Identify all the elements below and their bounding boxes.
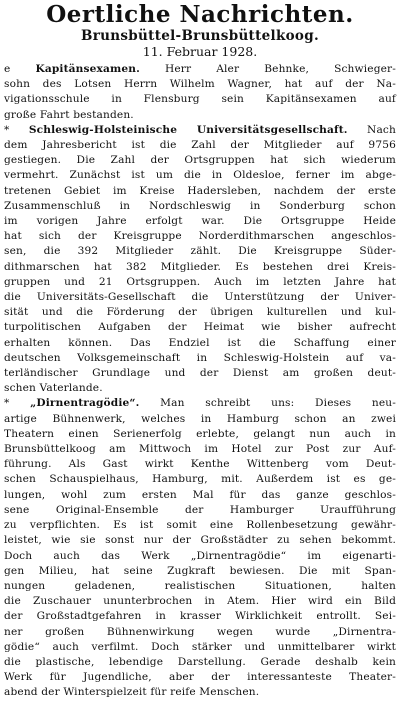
article-line — [4, 533, 396, 548]
article-text: lungen, wohl zum ersten Mal für das ganze geschlos- — [4, 488, 396, 501]
article-marker: * — [4, 123, 29, 136]
article-text: dithmarschen hat 382 Mitglieder. Es bestehen drei Kreis- — [4, 260, 396, 273]
article-text: Man schreibt uns: Dieses neu- — [139, 397, 396, 410]
article-marker: * — [4, 397, 31, 410]
article-line — [4, 214, 396, 229]
article-line — [4, 670, 396, 685]
article-text: tretenen Gebiet im Kreise Hadersleben, nachdem der erste — [4, 184, 396, 197]
article-text: Brunsbüttelkoog am Mittwoch im Hotel zur Post zur Auf- — [4, 443, 396, 456]
article-text: sohn des Lotsen Herrn Wilhelm Wagner, hat auf der Na- — [4, 78, 396, 91]
article-line — [4, 351, 396, 366]
article-line — [4, 457, 396, 472]
article-line — [4, 381, 396, 396]
article-line — [4, 305, 396, 320]
article-line — [4, 625, 396, 640]
article-text: Werk für Jugendliche, aber der interessanteste Theater- — [4, 671, 396, 684]
article-text: hat sich der Kreisgruppe Norderdithmarschen angeschlos- — [4, 230, 396, 243]
article-line — [4, 62, 396, 77]
newspaper-clipping — [4, 0, 396, 701]
article — [4, 396, 396, 700]
article-text: erhalten können. Das Endziel ist die Schaffung einer — [4, 336, 396, 349]
article-text: große Fahrt bestanden. — [4, 108, 134, 121]
article-text: ner großen Bühnenwirkung wegen wurde „Dirnentra- — [4, 625, 396, 638]
article-text: vigationsschule in Flensburg sein Kapitänsexamen auf — [4, 93, 396, 106]
article-text: deutschen Volksgemeinschaft in Schleswig-Holstein auf va- — [4, 351, 396, 364]
article-line — [4, 442, 396, 457]
article-headline: Kapitänsexamen. — [35, 63, 140, 75]
section-title: Oertliche Nachrichten. — [46, 1, 354, 28]
article-line — [4, 412, 396, 427]
article-text: gruppen und 21 Ortsgruppen. Auch im letzten Jahre hat — [4, 275, 396, 288]
article-headline: Schleswig-Holsteinische Universitätsgesellschaft. — [28, 123, 348, 136]
article-line — [4, 153, 396, 168]
article-line — [4, 275, 396, 290]
article-line — [4, 472, 396, 487]
article — [4, 62, 396, 123]
article — [4, 123, 396, 397]
article-line — [4, 244, 396, 259]
article-text: im vorigen Jahre erfolgt war. Die Ortsgruppe Heide — [4, 215, 396, 228]
article-line — [4, 366, 396, 381]
article-text: gödie“ auch verfilmt. Doch stärker und unmittelbarer wirkt — [4, 640, 396, 653]
article-line — [4, 336, 396, 351]
article-text: Herr Aler Behnke, Schwieger- — [139, 63, 396, 75]
article-text: zu verpflichten. Es ist somit eine Rollenbesetzung gewähr- — [4, 519, 396, 532]
article-line — [4, 503, 396, 518]
article-text: sene Original-Ensemble der Hamburger Uraufführung — [4, 503, 396, 516]
article-text: Theatern einen Serienerfolg erlebte, gelangt nun auch in — [4, 427, 396, 440]
article-line — [4, 655, 396, 670]
article-text: artige Bühnenwerk, welches in Hamburg schon an zwei — [4, 412, 396, 425]
article-text: Zusammenschluß in Nordschleswig in Sonderburg schon — [4, 199, 396, 212]
article-text: die Universitäts-Gesellschaft die Unterstützung der Univer- — [4, 291, 396, 304]
article-text: Doch auch das Werk „Dirnentragödie“ im eigenarti- — [4, 549, 396, 562]
article-line — [4, 685, 396, 700]
article-text: dem Jahresbericht ist die Zahl der Mitglieder auf 9756 — [4, 139, 396, 152]
article-text: terländischer Grundlage und der Dienst am großen deut- — [4, 367, 396, 380]
article-list — [4, 62, 396, 701]
dateline: 11. Februar 1928. — [142, 44, 258, 59]
article-line — [4, 564, 396, 579]
article-line — [4, 594, 396, 609]
article-line — [4, 229, 396, 244]
article-line — [4, 199, 396, 214]
article-text: vermehrt. Zunächst ist um die in Oldesloe, ferner im abge- — [4, 169, 396, 182]
article-text: schen Vaterlande. — [4, 382, 103, 395]
article-line — [4, 609, 396, 624]
article-line — [4, 549, 396, 564]
article-text: turpolitischen Aufgaben der Heimat wie bisher aufrecht — [4, 321, 396, 334]
article-text: die plastische, lebendige Darstellung. Gerade deshalb kein — [4, 655, 396, 668]
article-line — [4, 92, 396, 107]
article-line — [4, 123, 396, 138]
article-marker: e — [4, 63, 36, 75]
article-text: Nach — [347, 123, 396, 136]
article-line — [4, 396, 396, 411]
article-line — [4, 579, 396, 594]
article-line — [4, 108, 396, 123]
article-text: gestiegen. Die Zahl der Ortsgruppen hat sich wiederum — [4, 154, 396, 167]
article-line — [4, 184, 396, 199]
article-text: nungen geladenen, realistischen Situationen, halten — [4, 579, 396, 592]
article-line — [4, 488, 396, 503]
locality-heading: Brunsbüttel-Brunsbüttelkoog. — [81, 28, 319, 44]
article-line — [4, 518, 396, 533]
article-line — [4, 260, 396, 275]
article-text: die Zuschauer ununterbrochen in Atem. Hier wird ein Bild — [4, 595, 396, 608]
article-text: führung. Als Gast wirkt Kenthe Wittenberg vom Deut- — [4, 458, 396, 471]
article-headline: „Dirnentragödie“. — [30, 397, 140, 410]
article-line — [4, 320, 396, 335]
article-text: schen Schauspielhaus, Hamburg, mit. Außerdem ist es ge- — [4, 473, 396, 486]
article-text: sität und die Förderung der übrigen kulturellen und kul- — [4, 306, 396, 319]
article-line — [4, 290, 396, 305]
article-text: abend der Winterspielzeit für reife Menschen. — [4, 686, 260, 699]
article-text: gen Milieu, hat seine Zugkraft bewiesen. Die mit Span- — [4, 564, 396, 577]
article-line — [4, 138, 396, 153]
article-line — [4, 640, 396, 655]
article-text: sen, die 392 Mitglieder zählt. Die Kreisgruppe Süder- — [4, 245, 396, 258]
article-text: leistet, wie sie sonst nur der Großstädter zu sehen bekommt. — [4, 534, 396, 547]
article-line — [4, 168, 396, 183]
article-line — [4, 77, 396, 92]
article-text: der Großstadtgefahren in krasser Wirklichkeit entrollt. Sei- — [4, 610, 396, 623]
article-line — [4, 427, 396, 442]
